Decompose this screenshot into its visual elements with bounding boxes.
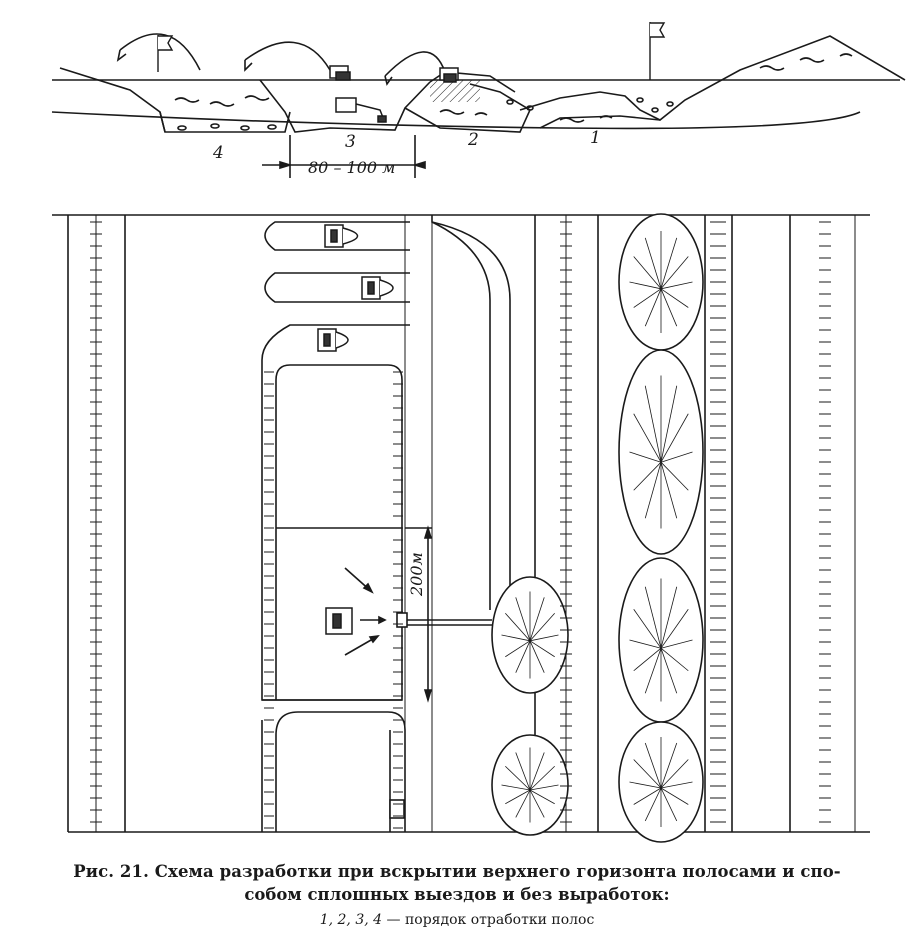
caption-line-2: собом сплошных выездов и без выработок: [244, 885, 670, 904]
excavator-icon [326, 608, 352, 634]
scale-strip-left [68, 215, 125, 832]
scale-strip-right [790, 215, 855, 832]
strip-1-stones [507, 98, 673, 112]
strip-3-label: 3 [345, 132, 356, 152]
excavator-icon [440, 68, 458, 82]
haul-road [432, 215, 510, 620]
flag-icon [650, 22, 664, 80]
caption-order-text: — порядок отработки полос [382, 912, 595, 928]
excavator-icon [325, 225, 358, 247]
excavator-icon [362, 277, 393, 299]
cast-arrow-3 [385, 52, 445, 76]
scale-ticks-block [264, 372, 274, 828]
working-block-upper [262, 360, 402, 700]
scale-ticks-right [819, 222, 831, 822]
strip-4-label: 4 [213, 143, 224, 163]
scale-ticks-right-inner [710, 222, 726, 822]
scale-strip-right-inner [705, 215, 732, 832]
strip-2-label: 2 [468, 130, 479, 150]
caption-line-1: Рис. 21. Схема разработки при вскрытии верхнего горизонта полосами и спо- [73, 862, 841, 881]
caption-line-3 [0, 912, 914, 928]
cross-section [52, 34, 905, 178]
width-dimension-label: 80 – 100 м [308, 158, 396, 177]
flag-icon [158, 35, 172, 72]
plan-view [52, 214, 870, 842]
caption-order-numbers: 1, 2, 3, 4 [319, 912, 383, 928]
working-block-lower [262, 712, 405, 832]
excavator-icon [318, 329, 348, 351]
strip-1-profile [520, 36, 905, 120]
strip-4-stones [178, 124, 276, 130]
cast-arrow-2 [245, 42, 330, 70]
strip-1-label: 1 [590, 128, 601, 148]
excavator-icon [330, 66, 350, 80]
excavator-icon [336, 98, 386, 122]
length-dimension-label: 200м [407, 552, 426, 596]
